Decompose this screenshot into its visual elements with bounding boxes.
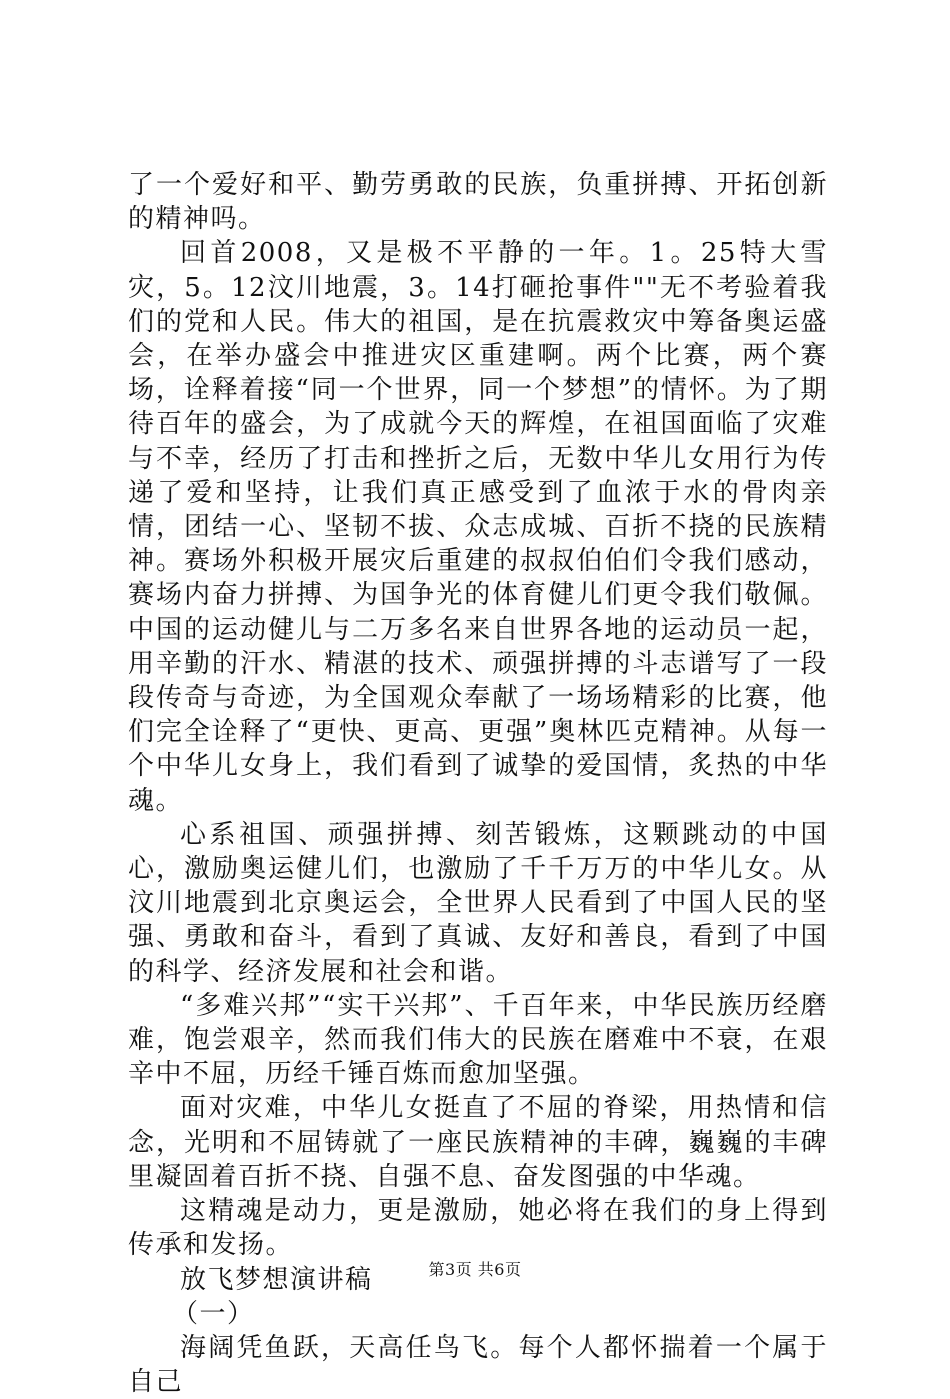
- section-number: （一）: [172, 1298, 255, 1329]
- paragraph-spirit: 这精魂是动力，更是激励，她必将在我们的身上得到传承和发扬。: [128, 1196, 828, 1261]
- paragraph-monument: 面对灾难，中华儿女挺直了不屈的脊梁，用热情和信念，光明和不屈铸就了一座民族精神的丰碑，巍巍的丰碑里凝固着百折不挠、自强不息、奋发图强的中华魂。: [128, 1093, 828, 1192]
- page-footer: 第3页 共6页: [428, 1260, 522, 1279]
- paragraph-continuation: 了一个爱好和平、勤劳勇敢的民族，负重拼搏、开拓创新的精神吗。: [128, 170, 828, 235]
- paragraph-chinese-heart: 心系祖国、顽强拼搏、刻苦锻炼，这颗跳动的中国心，激励奥运健儿们，也激励了千千万万的中华儿女。从汶川地震到北京奥运会，全世界人民看到了中国人民的坚强、勇敢和奋斗，看到了真诚、友好和善良，看到了中国的科学、经济发展和社会和谐。: [128, 819, 828, 987]
- paragraph-dream-opening: 海阔凭鱼跃，天高任鸟飞。每个人都怀揣着一个属于自己: [128, 1332, 828, 1398]
- document-body: [128, 168, 828, 1399]
- paragraph-adversity: “多难兴邦”“实干兴邦”、千百年来，中华民族历经磨难，饱尝艰辛，然而我们伟大的民族在磨难中不衰，在艰辛中不屈，历经千锤百炼而愈加坚强。: [128, 990, 828, 1090]
- paragraph-2008-review: 回首2008，又是极不平静的一年。1。25特大雪灾，5。12汶川地震，3。14打砸抢事件""无不考验着我们的党和人民。伟大的祖国，是在抗震救灾中筹备奥运盛会，在举办盛会中推进灾区重建啊。两个比赛，两个赛场，诠释着接“同一个世界，同一个梦想”的情怀。为了期待百年的盛会，为了成就今天的辉煌，在祖国面临了灾难与不幸，经历了打击和挫折之后，无数中华儿女用行为传递了爱和坚持，让我们真正感受到了血浓于水的骨肉亲情，团结一心、坚韧不拔、众志成城、百折不挠的民族精神。赛场外积极开展灾后重建的叔叔伯伯们令我们感动，赛场内奋力拼搏、为国争光的体育健儿们更令我们敬佩。中国的运动健儿与二万多名来自世界各地的运动员一起，用辛勤的汗水、精湛的技术、顽强拼搏的斗志谱写了一段段传奇与奇迹，为全国观众奉献了一场场精彩的比赛，他们完全诠释了“更快、更高、更强”奥林匹克精神。从每一个中华儿女身上，我们看到了诚挚的爱国情，炙热的中华魂。: [128, 238, 828, 816]
- section-title: 放飞梦想演讲稿: [180, 1264, 373, 1295]
